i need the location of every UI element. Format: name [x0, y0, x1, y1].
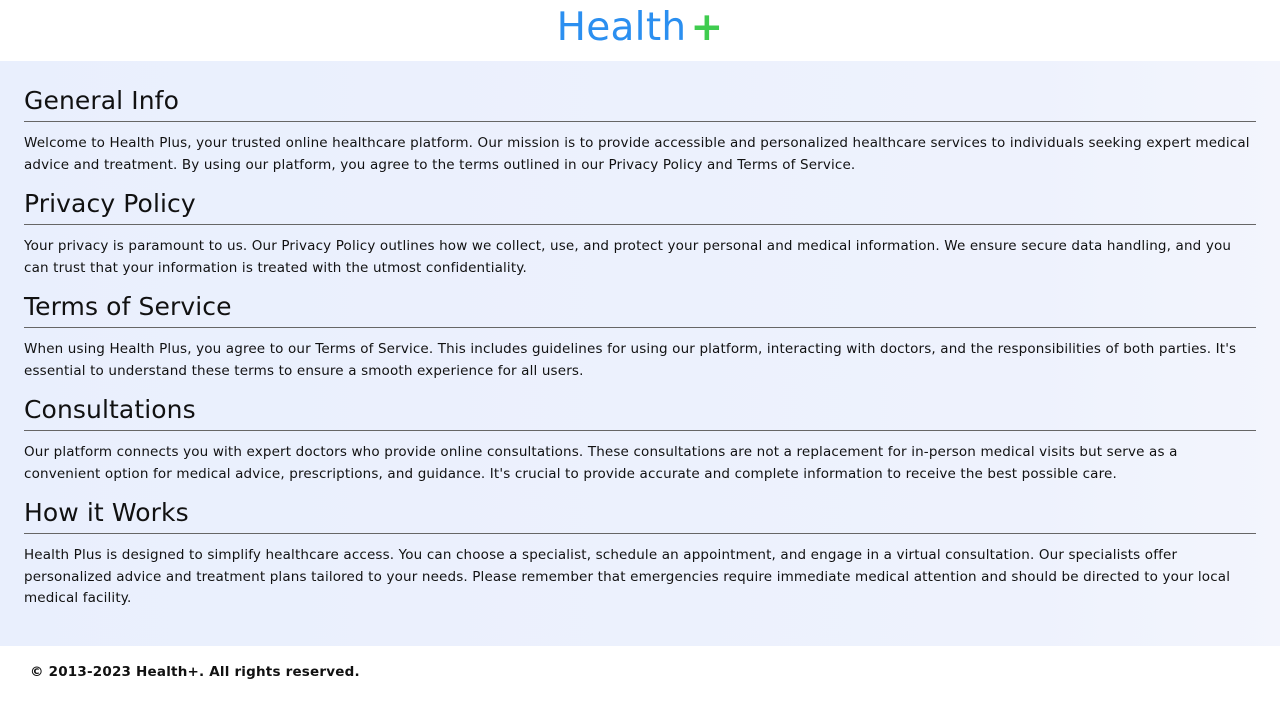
site-logo-link[interactable] — [0, 4, 1280, 52]
section-heading: Privacy Policy — [24, 187, 1256, 225]
section-heading: Consultations — [24, 393, 1256, 431]
section-heading: Terms of Service — [24, 290, 1256, 328]
section-text: Your privacy is paramount to us. Our Privacy Policy outlines how we collect, use, and protect your personal and medical information. We ensure secure data handling, and you can trust that your information is treated with the utmost confidentiality. — [24, 238, 1232, 276]
section-heading: How it Works — [24, 496, 1256, 534]
section-text: Health Plus is designed to simplify healthcare access. You can choose a specialist, schedule an appointment, and engage in a virtual consultation. Our specialists offer personalized advice and treatment plans tailored to your needs. Please remember that emergencies require immediate medical attention and should be directed to your local medical facility. — [24, 547, 1231, 606]
section-consultations — [24, 382, 1256, 485]
copyright-text: © 2013-2023 Health+. All rights reserved. — [30, 664, 360, 680]
section-heading: General Info — [24, 84, 1256, 122]
site-footer — [0, 646, 1280, 720]
section-text: Welcome to Health Plus, your trusted online healthcare platform. Our mission is to provide accessible and personalized healthcare services to individuals seeking expert medical advice and treatment. By using our platform, you agree to the terms outlined in our Privacy Policy and Terms of Service. — [24, 135, 1250, 173]
logo-text: Health — [556, 5, 687, 50]
section-how-it-works — [24, 485, 1256, 610]
site-header — [0, 0, 1280, 61]
section-text: Our platform connects you with expert doctors who provide online consultations. These consultations are not a replacement for in-person medical visits but serve as a convenient option for medical advice, prescriptions, and guidance. It's crucial to provide accurate and complete information to receive the best possible care. — [24, 444, 1178, 482]
section-text: When using Health Plus, you agree to our Terms of Service. This includes guidelines for using our platform, interacting with doctors, and the responsibilities of both parties. It's essential to understand these terms to ensure a smooth experience for all users. — [24, 341, 1237, 379]
main-content — [0, 61, 1280, 646]
section-general-info — [24, 61, 1256, 176]
section-privacy-policy — [24, 176, 1256, 279]
section-terms-of-service — [24, 279, 1256, 382]
logo-plus-icon: + — [690, 5, 724, 50]
